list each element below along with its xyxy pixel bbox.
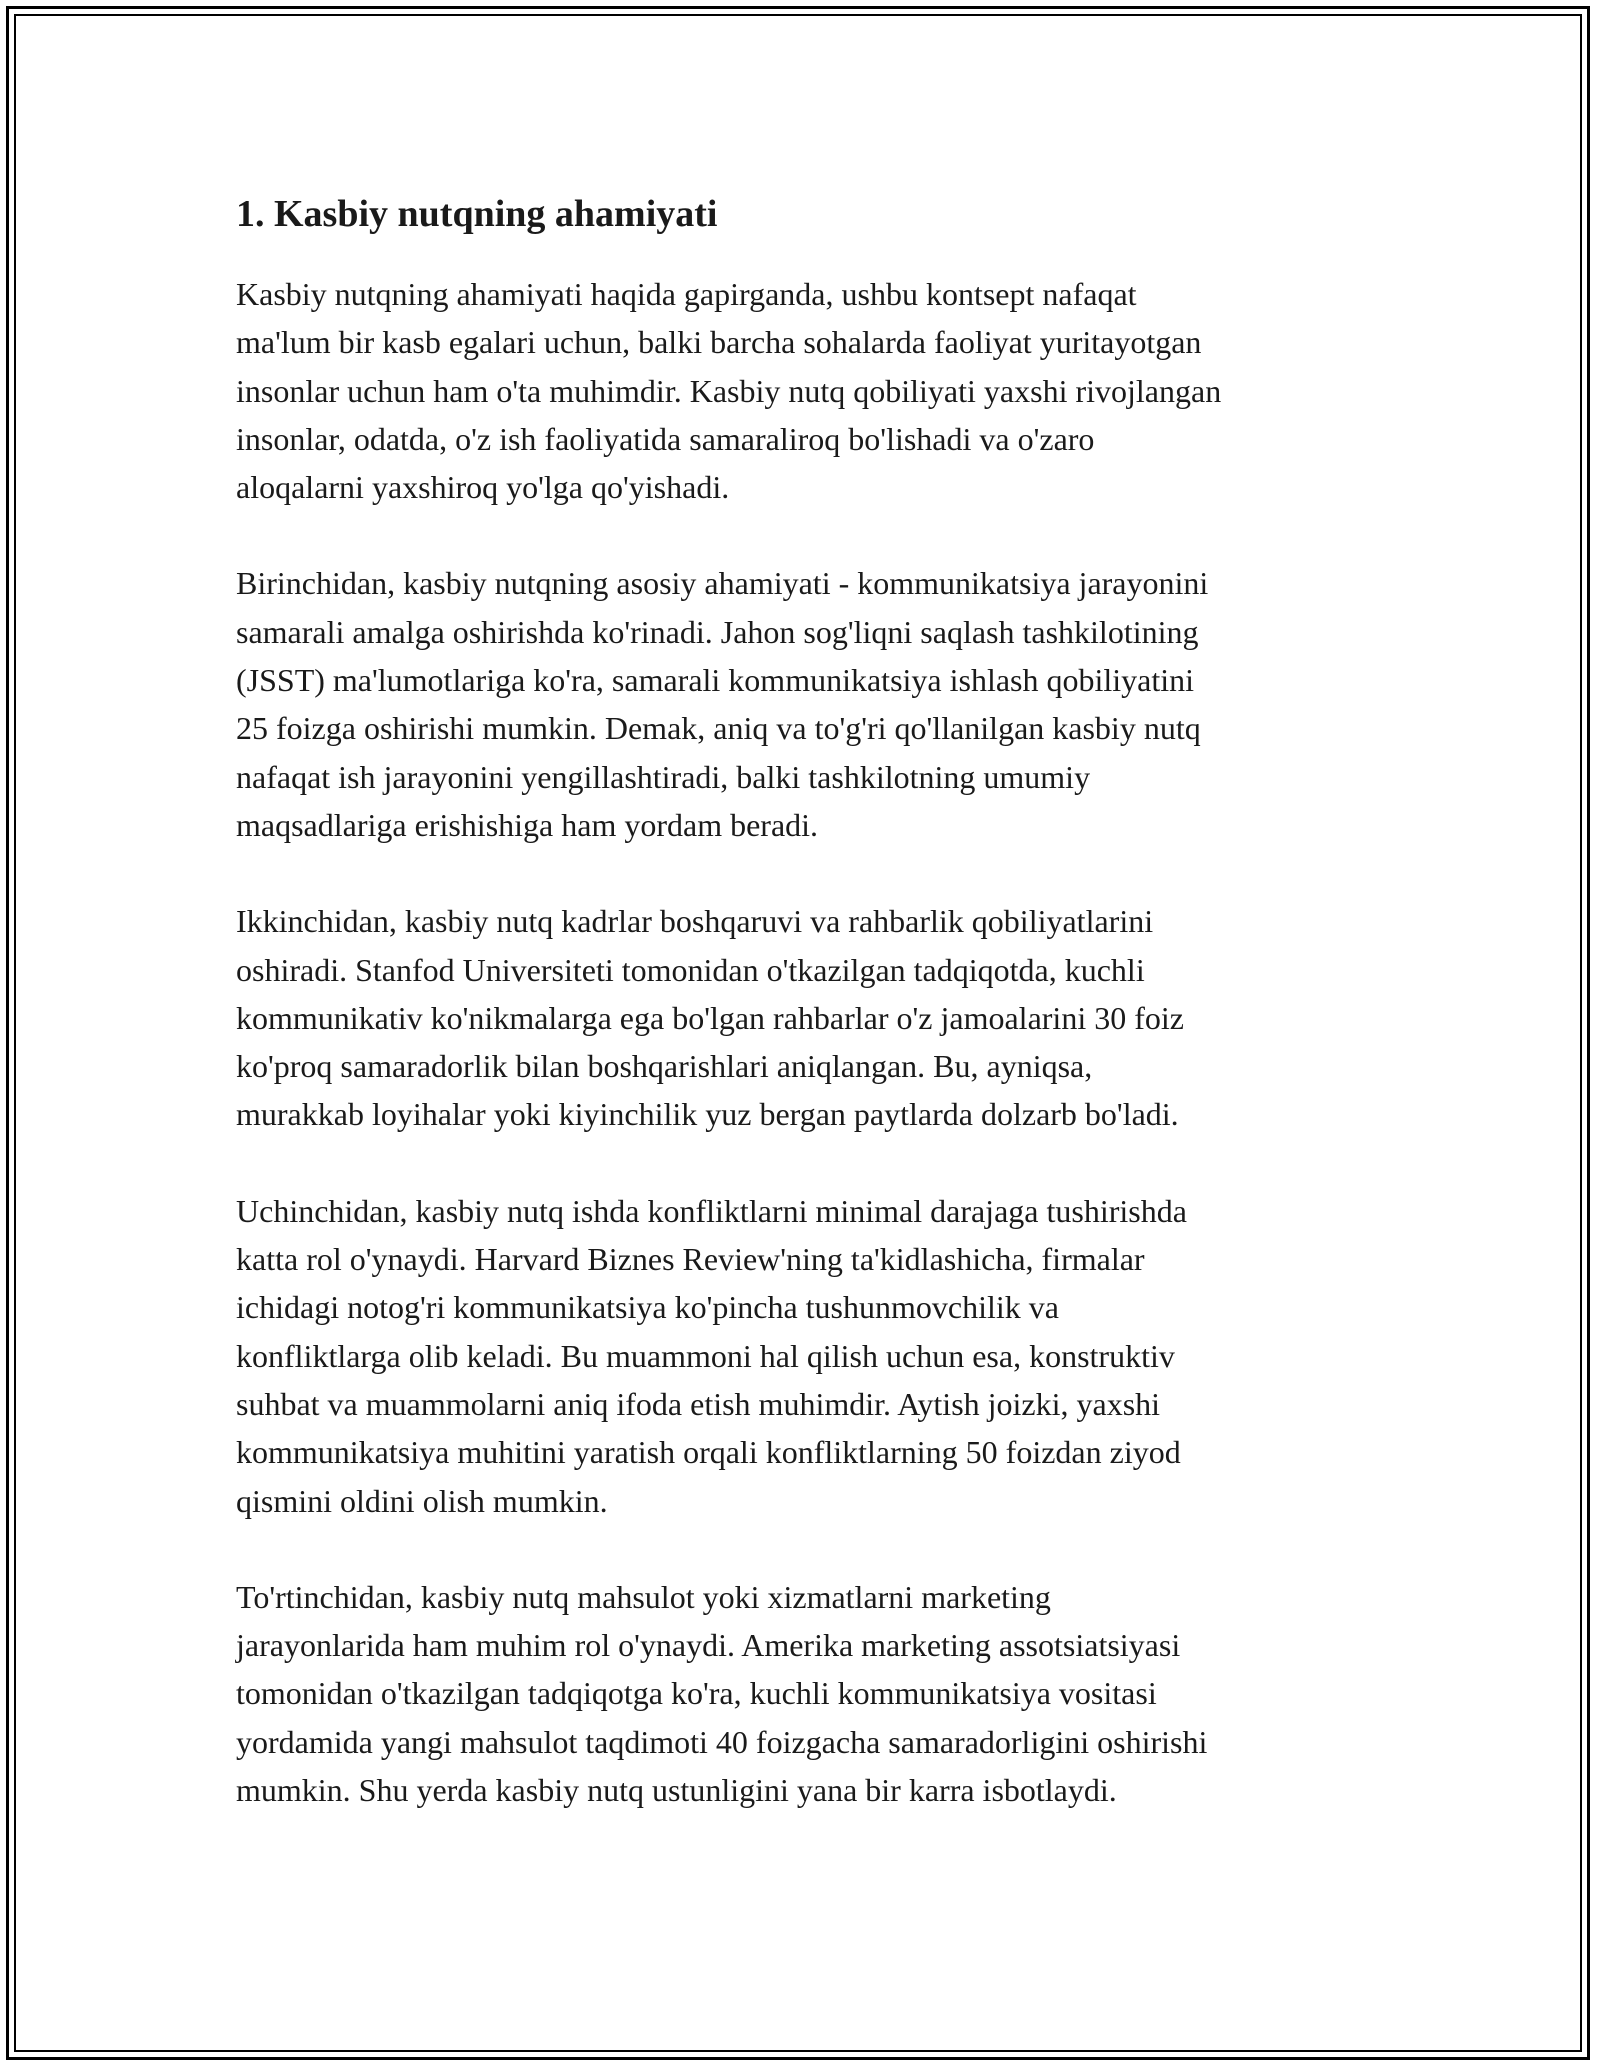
paragraph-line: Birinchidan, kasbiy nutqning asosiy ahamiyati - kommunikatsiya jarayonini [236, 565, 1209, 602]
paragraph-line: ko'proq samaradorlik bilan boshqarishlari aniqlangan. Bu, ayniqsa, [236, 1048, 1093, 1085]
paragraph-line: Uchinchidan, kasbiy nutq ishda konfliktlarni minimal darajaga tushirishda [236, 1192, 1187, 1229]
paragraph-line: aloqalarni yaxshiroq yo'lga qo'yishadi. [236, 469, 730, 506]
paragraph-line: qismini oldini olish mumkin. [236, 1482, 608, 1519]
paragraph-line: kommunikativ ko'nikmalarga ega bo'lgan rahbarlar o'z jamoalarini 30 foiz [236, 999, 1184, 1036]
paragraph-line: insonlar, odatda, o'z ish faoliyatida samaraliroq bo'lishadi va o'zaro [236, 420, 1095, 457]
paragraph-5 [236, 1573, 1416, 1814]
paragraph-4 [236, 1187, 1416, 1525]
paragraph-line: ma'lum bir kasb egalari uchun, balki barcha sohalarda faoliyat yuritayotgan [236, 324, 1202, 361]
paragraph-line: Ikkinchidan, kasbiy nutq kadrlar boshqaruvi va rahbarlik qobiliyatlarini [236, 903, 1154, 940]
paragraph-line: tomonidan o'tkazilgan tadqiqotga ko'ra, kuchli kommunikatsiya vositasi [236, 1675, 1157, 1712]
paragraph-line: maqsadlariga erishishiga ham yordam beradi. [236, 806, 819, 843]
paragraph-line: Kasbiy nutqning ahamiyati haqida gapirganda, ushbu kontsept nafaqat [236, 276, 1137, 312]
paragraph-line: (JSST) ma'lumotlariga ko'ra, samarali kommunikatsiya ishlash qobiliyatini [236, 662, 1195, 699]
paragraph-line: suhbat va muammolarni aniq ifoda etish muhimdir. Aytish joizki, yaxshi [236, 1385, 1161, 1422]
paragraph-line: jarayonlarida ham muhim rol o'ynaydi. Amerika marketing assotsiatsiyasi [236, 1627, 1181, 1664]
paragraph-line: mumkin. Shu yerda kasbiy nutq ustunligini yana bir karra isbotlaydi. [236, 1772, 1117, 1809]
paragraph-line: yordamida yangi mahsulot taqdimoti 40 foizgacha samaradorligini oshirishi [236, 1723, 1208, 1760]
paragraph-line: murakkab loyihalar yoki kiyinchilik yuz bergan paytlarda dolzarb bo'ladi. [236, 1096, 1179, 1133]
paragraph-line: nafaqat ish jarayonini yengillashtiradi, balki tashkilotning umumiy [236, 758, 1091, 795]
document-body [236, 186, 1416, 1862]
paragraph-line: konfliktlarga olib keladi. Bu muammoni hal qilish uchun esa, konstruktiv [236, 1337, 1175, 1374]
paragraph-line: 25 foizga oshirishi mumkin. Demak, aniq va to'g'ri qo'llanilgan kasbiy nutq [236, 710, 1201, 747]
paragraph-line: insonlar uchun ham o'ta muhimdir. Kasbiy nutq qobiliyati yaxshi rivojlangan [236, 372, 1222, 409]
paragraph-line: katta rol o'ynaydi. Harvard Biznes Review'ning ta'kidlashicha, firmalar [236, 1241, 1145, 1278]
paragraph-list [236, 270, 1416, 1814]
paragraph-line: ichidagi notog'ri kommunikatsiya ko'pincha tushunmovchilik va [236, 1289, 1059, 1326]
paragraph-1 [236, 270, 1416, 511]
paragraph-3 [236, 897, 1416, 1138]
paragraph-line: samarali amalga oshirishda ko'rinadi. Jahon sog'liqni saqlash tashkilotining [236, 613, 1199, 650]
paragraph-2 [236, 559, 1416, 849]
paragraph-line: To'rtinchidan, kasbiy nutq mahsulot yoki xizmatlarni marketing [236, 1578, 1051, 1615]
section-heading: 1. Kasbiy nutqning ahamiyati [236, 193, 718, 235]
paragraph-line: kommunikatsiya muhitini yaratish orqali konfliktlarning 50 foizdan ziyod [236, 1434, 1181, 1471]
paragraph-line: oshiradi. Stanfod Universiteti tomonidan o'tkazilgan tadqiqotda, kuchli [236, 951, 1145, 988]
